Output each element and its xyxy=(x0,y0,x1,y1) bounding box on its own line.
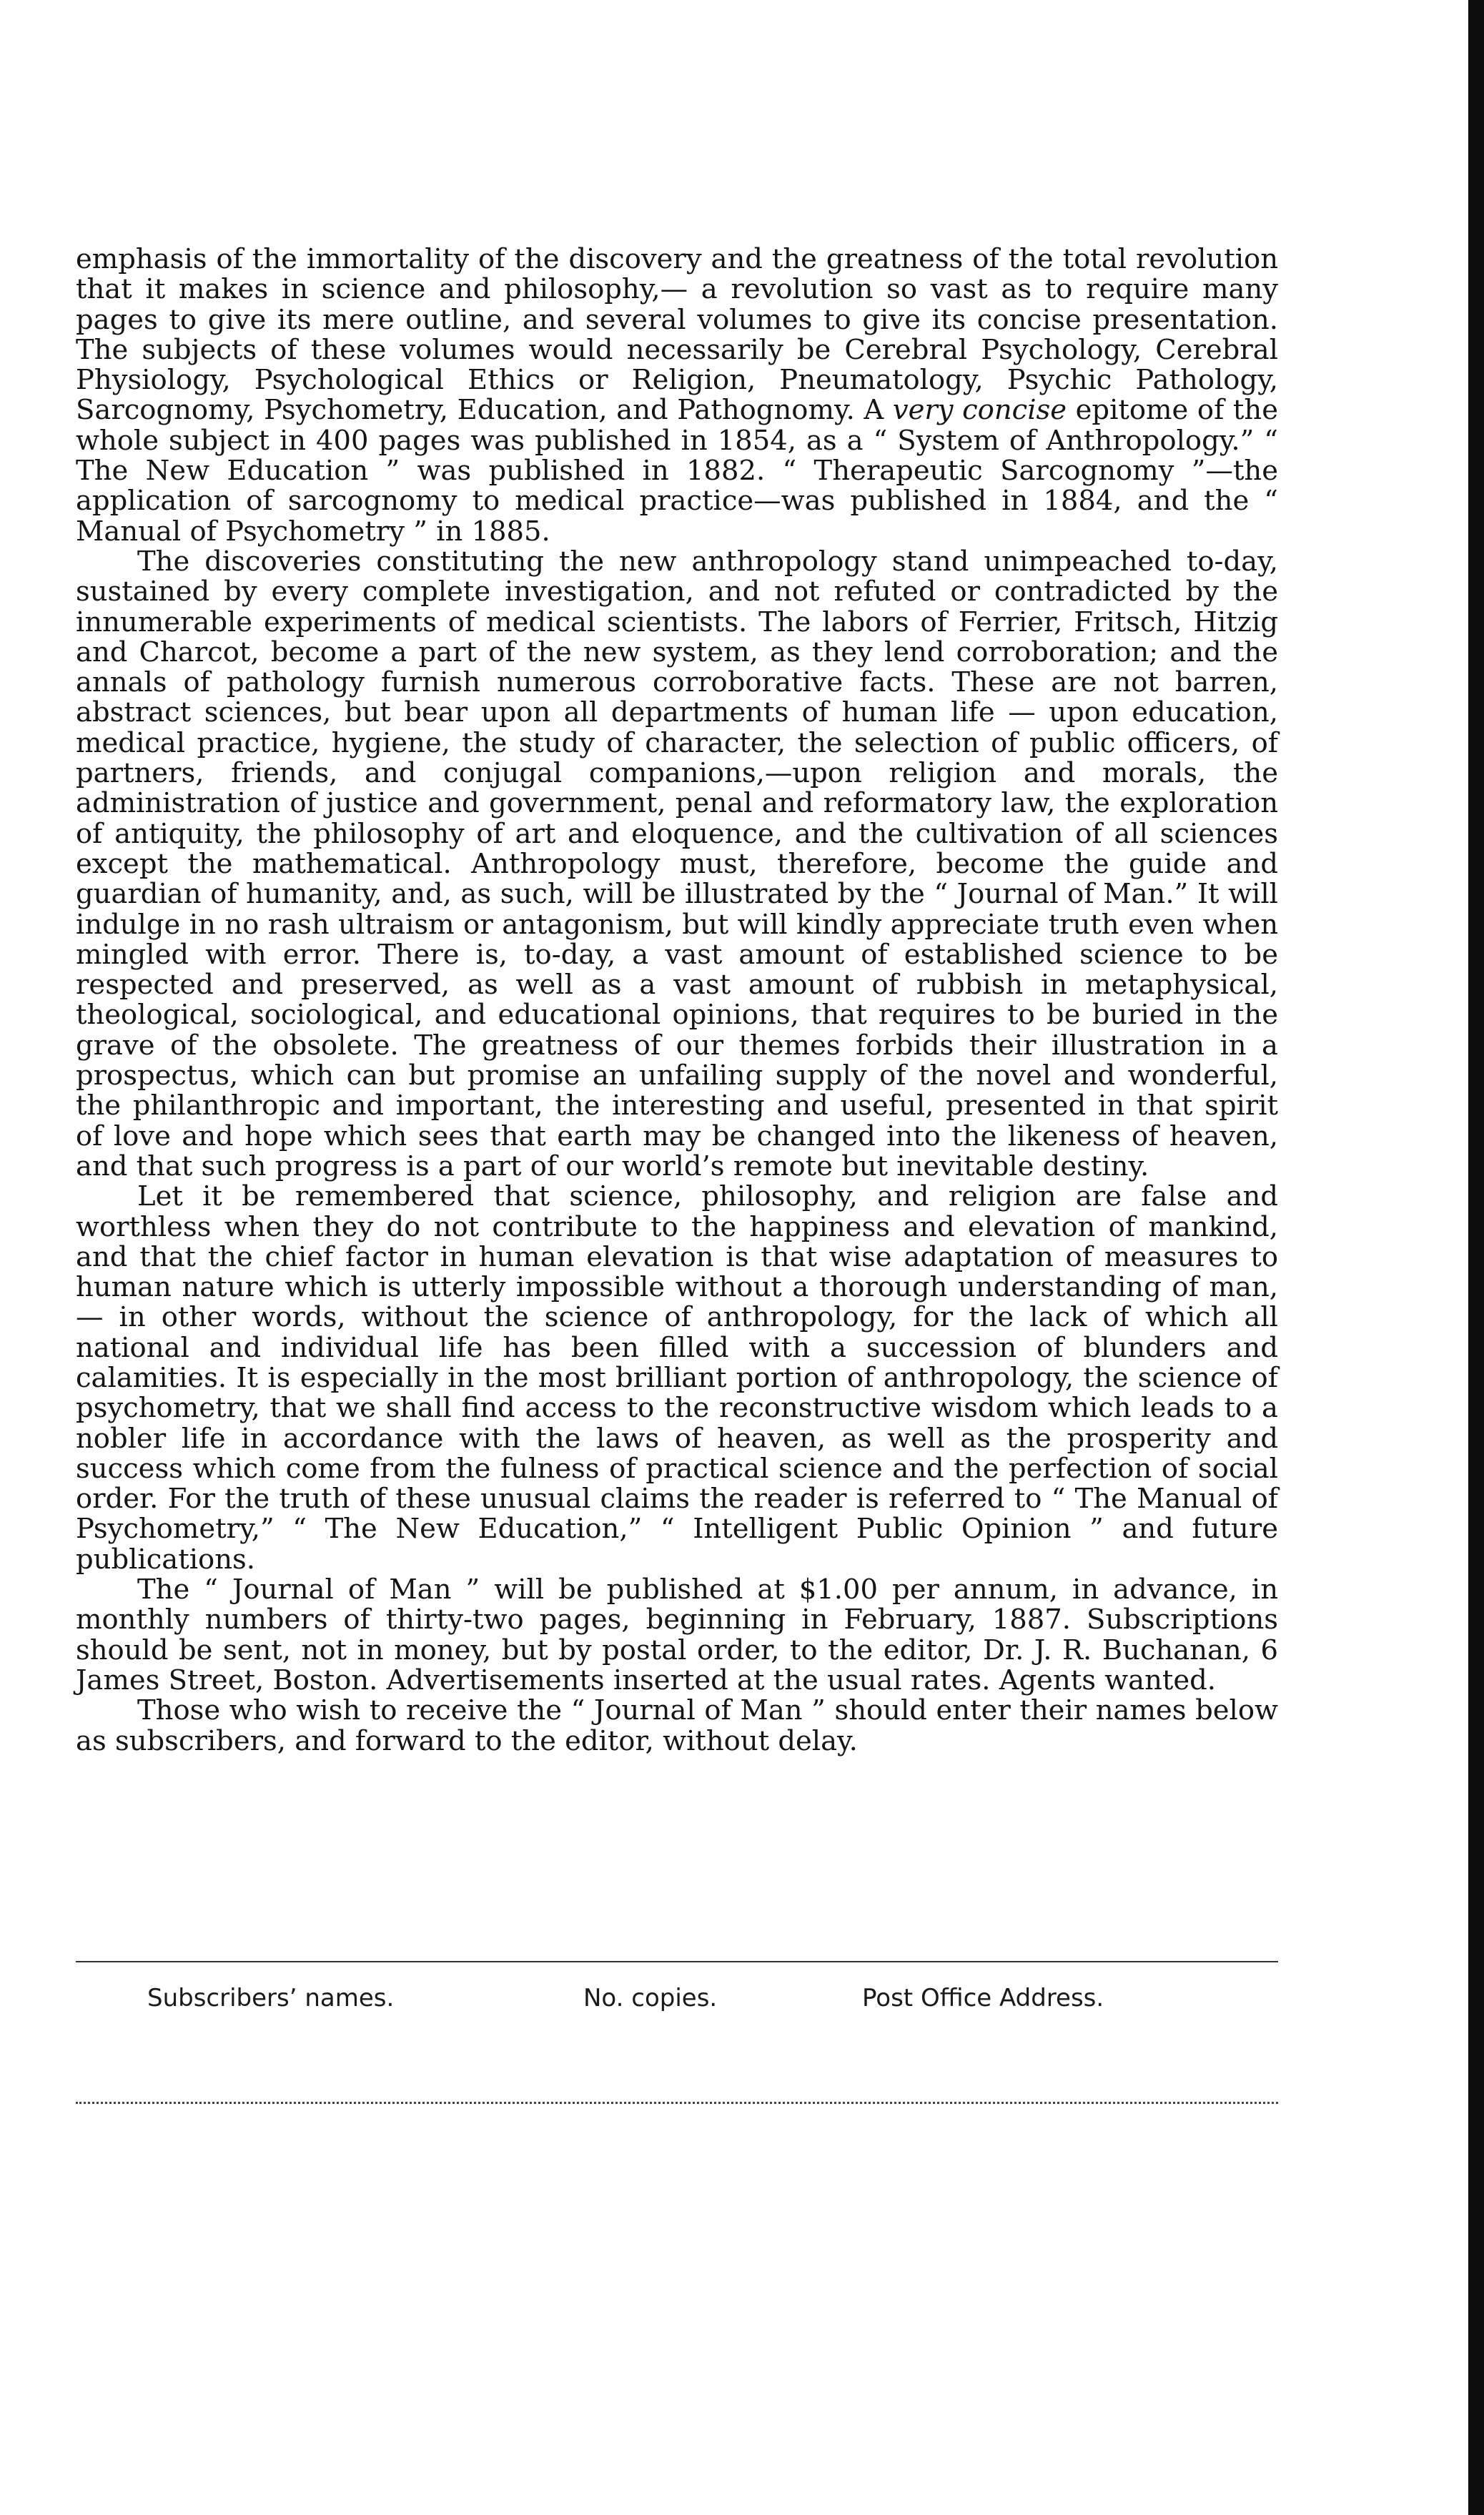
column-post-office-address: Post Office Address. xyxy=(862,1984,1104,2012)
paragraph-1-start: emphasis of the immortality of the discovery and the greatness of the total revolution that it makes in science and philosophy,— a revolution so vast as to require many pages to give its mere outline, and several volumes to give its concise presentation. The subjects of these volumes would necessarily be Cerebral Psychology, Cerebral Physiology, Psychological Ethics or Religion, Pneumatology, Psychic Pathology, Sarcognomy, Psychometry, Education, and Pathognomy. A xyxy=(76,243,1278,427)
page-body xyxy=(76,244,1278,1756)
paragraph-1 xyxy=(76,244,1278,547)
form-top-rule xyxy=(76,1961,1278,1962)
paragraph-2: The discoveries constituting the new anthropology stand unimpeached to-day, sustained by every complete investigation, and not refuted or contradicted by the innumerable experiments of medical scientists. The labors of Ferrier, Fritsch, Hitzig and Charcot, become a part of the new system, as they lend corroboration; and the annals of pathology furnish numerous corroborative facts. These are not barren, abstract sciences, but bear upon all departments of human life — upon education, medical practice, hygiene, the study of character, the selection of public officers, of partners, friends, and conjugal companions,—upon religion and morals, the administration of justice and government, penal and reformatory law, the exploration of antiquity, the philosophy of art and eloquence, and the cultivation of all sciences except the mathematical. Anthropology must, therefore, become the guide and guardian of humanity, and, as such, will be illustrated by the “ Journal of Man.” It will indulge in no rash ultraism or antagonism, but will kindly appreciate truth even when mingled with error. There is, to-day, a vast amount of established science to be respected and preserved, as well as a vast amount of rubbish in metaphysical, theological, sociological, and educational opinions, that requires to be buried in the grave of the obsolete. The greatness of our themes forbids their illustration in a prospectus, which can but promise an unfailing supply of the novel and wonderful, the philanthropic and important, the interesting and useful, presented in that spirit of love and hope which sees that earth may be changed into the likeness of heaven, and that such progress is a part of our world’s remote but inevitable destiny. xyxy=(76,545,1278,1182)
subscriber-entry-line[interactable] xyxy=(76,2102,1278,2104)
column-subscribers-names: Subscribers’ names. xyxy=(147,1984,395,2012)
scan-edge xyxy=(1468,0,1484,2515)
paragraph-3: Let it be remembered that science, philosophy, and religion are false and worthless when they do not contribute to the happiness and elevation of mankind, and that the chief factor in human elevation is that wise adaptation of measures to human nature which is utterly impossible without a thorough understanding of man,— in other words, without the science of anthropology, for the lack of which all national and individual life has been filled with a succession of blunders and calamities. It is especially in the most brilliant portion of anthropology, the science of psychometry, that we shall find access to the reconstructive wisdom which leads to a nobler life in accordance with the laws of heaven, as well as the prosperity and success which come from the fulness of practical science and the perfection of social order. For the truth of these unusual claims the reader is referred to “ The Manual of Psychometry,” “ The New Education,” “ Intelligent Public Opinion ” and future publications. xyxy=(76,1180,1278,1576)
subscription-form-header xyxy=(0,1984,1484,2020)
paragraph-5: Those who wish to receive the “ Journal of Man ” should enter their names below as subscribers, and forward to the editor, without delay. xyxy=(76,1694,1278,1757)
column-number-of-copies: No. copies. xyxy=(583,1984,718,2012)
paragraph-1-end: epitome of the whole subject in 400 pages was published in 1854, as a “ System of Anthropology.” “ The New Education ” was published in 1882. “ Therapeutic Sarcognomy ”—the application of sarcognomy to medical practice—was published in 1884, and the “ Manual of Psychometry ” in 1885. xyxy=(76,394,1278,548)
paragraph-4: The “ Journal of Man ” will be published at $1.00 per annum, in advance, in monthly numbers of thirty-two pages, beginning in February, 1887. Subscriptions should be sent, not in money, but by postal order, to the editor, Dr. J. R. Buchanan, 6 James Street, Boston. Advertisements inserted at the usual rates. Agents wanted. xyxy=(76,1573,1278,1696)
emphasis-very-concise: very concise xyxy=(892,394,1067,427)
